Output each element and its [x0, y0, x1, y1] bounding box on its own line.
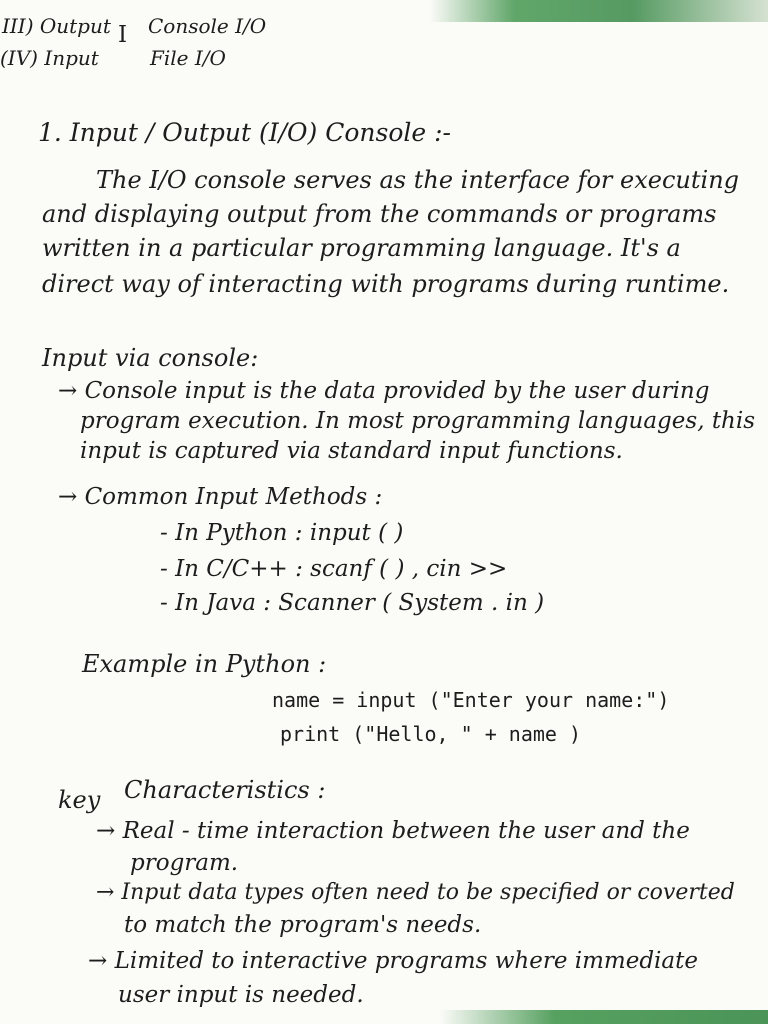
characteristic-2-line-1: → Input data types often need to be specified or coverted — [96, 880, 735, 905]
code-line-1: name = input ("Enter your name:") — [272, 688, 670, 712]
intro-line-4: direct way of interacting with programs during runtime. — [42, 270, 730, 298]
characteristics-heading: Characteristics : — [124, 776, 326, 804]
list-item-output: III) Output — [2, 14, 111, 38]
method-c-cpp: - In C/C++ : scanf ( ) , cin >> — [160, 556, 508, 582]
list-item-input: (IV) Input — [0, 46, 99, 70]
console-io-label: Console I/O — [148, 14, 267, 38]
console-input-line-2: program execution. In most programming languages, this — [80, 408, 756, 434]
characteristic-1-line-2: program. — [130, 850, 239, 876]
intro-line-3: written in a particular programming language. It's a — [42, 234, 681, 262]
method-python: - In Python : input ( ) — [160, 520, 404, 546]
intro-line-1: The I/O console serves as the interface for executing — [96, 166, 740, 194]
intro-line-2: and displaying output from the commands or programs — [42, 200, 717, 228]
characteristic-1-line-1: → Real - time interaction between the user and the — [96, 818, 690, 844]
code-line-2: print ("Hello, " + name ) — [280, 722, 582, 746]
common-methods-heading: → Common Input Methods : — [58, 484, 383, 510]
characteristic-3-line-1: → Limited to interactive programs where immediate — [88, 948, 698, 974]
console-input-line-1: → Console input is the data provided by the user during — [58, 378, 710, 404]
characteristic-3-line-2: user input is needed. — [118, 982, 364, 1008]
input-via-console-heading: Input via console: — [42, 344, 259, 372]
section-heading: 1. Input / Output (I/O) Console :- — [38, 118, 452, 147]
characteristic-2-line-2: to match the program's needs. — [124, 912, 482, 938]
method-java: - In Java : Scanner ( System . in ) — [160, 590, 545, 616]
key-label: key — [58, 786, 101, 814]
console-input-line-3: input is captured via standard input functions. — [80, 438, 623, 464]
file-io-label: File I/O — [150, 46, 226, 70]
bracket-mark: I — [118, 22, 128, 48]
example-heading: Example in Python : — [82, 650, 327, 678]
